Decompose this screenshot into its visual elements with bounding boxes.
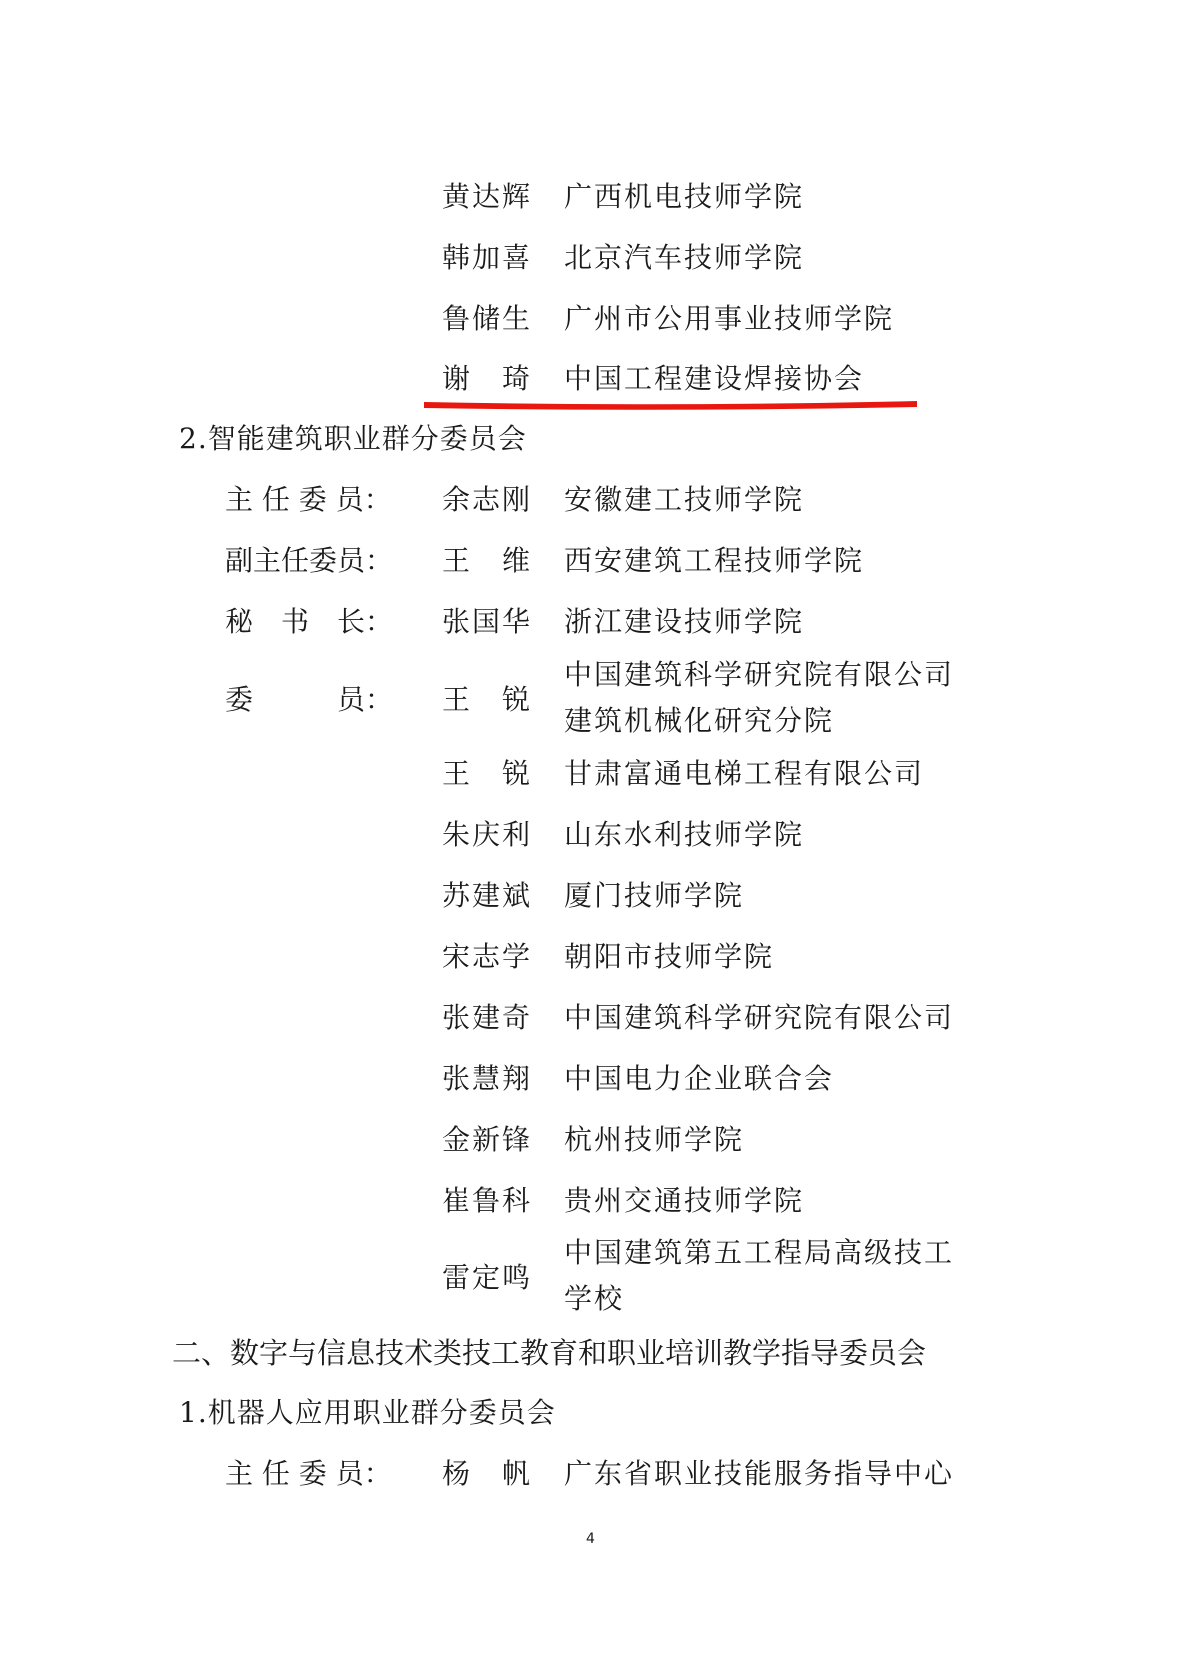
member-org: 贵州交通技师学院 [564,1184,805,1217]
member-org: 广州市公用事业技师学院 [564,302,895,335]
role-label: 主 任 委 员： [225,1457,392,1490]
member-org: 建筑机械化研究分院 [564,704,835,737]
member-org: 中国工程建设焊接协会 [564,362,865,395]
member-org: 西安建筑工程技师学院 [564,544,865,577]
member-name: 鲁储生 [442,302,533,335]
member-name: 雷定鸣 [442,1261,533,1294]
member-org: 浙江建设技师学院 [564,605,805,638]
member-org: 杭州技师学院 [564,1123,745,1156]
member-name: 张国华 [442,605,533,638]
member-org: 中国建筑科学研究院有限公司 [564,1001,955,1034]
member-name: 王 维 [442,544,533,577]
role-label: 秘 书 长： [225,605,394,638]
red-underline-mark [418,397,923,411]
member-org: 中国建筑第五工程局高级技工 [564,1236,955,1269]
member-org: 厦门技师学院 [564,879,745,912]
member-org: 甘肃富通电梯工程有限公司 [564,757,925,790]
member-name: 崔鲁科 [442,1184,533,1217]
member-org: 学校 [564,1282,625,1315]
member-org: 山东水利技师学院 [564,818,805,851]
part-heading: 二、数字与信息技术类技工教育和职业培训教学指导委员会 [172,1336,927,1370]
member-name: 朱庆利 [442,818,533,851]
member-org: 广东省职业技能服务指导中心 [564,1457,955,1490]
member-name: 苏建斌 [442,879,533,912]
member-org: 安徽建工技师学院 [564,483,805,516]
member-name: 王 锐 [442,683,533,716]
subcommittee-title: 1.机器人应用职业群分委员会 [179,1396,556,1429]
role-label: 委 员： [225,683,394,716]
role-label: 副主任委员： [225,544,394,577]
member-org: 北京汽车技师学院 [564,241,805,274]
member-name: 宋志学 [442,940,533,973]
member-org: 广西机电技师学院 [564,180,805,213]
member-name: 王 锐 [442,757,533,790]
member-org: 中国建筑科学研究院有限公司 [564,658,955,691]
member-name: 杨 帆 [442,1457,533,1490]
member-name: 张慧翔 [442,1062,533,1095]
subcommittee-title: 2.智能建筑职业群分委员会 [179,422,527,455]
role-label: 主 任 委 员： [225,483,392,516]
member-name: 金新锋 [442,1123,533,1156]
member-name: 余志刚 [442,483,533,516]
member-name: 张建奇 [442,1001,533,1034]
member-org: 朝阳市技师学院 [564,940,775,973]
member-org: 中国电力企业联合会 [564,1062,835,1095]
page-number: 4 [586,1531,595,1547]
member-name: 谢 琦 [442,362,533,395]
member-name: 韩加喜 [442,241,533,274]
member-name: 黄达辉 [442,180,533,213]
